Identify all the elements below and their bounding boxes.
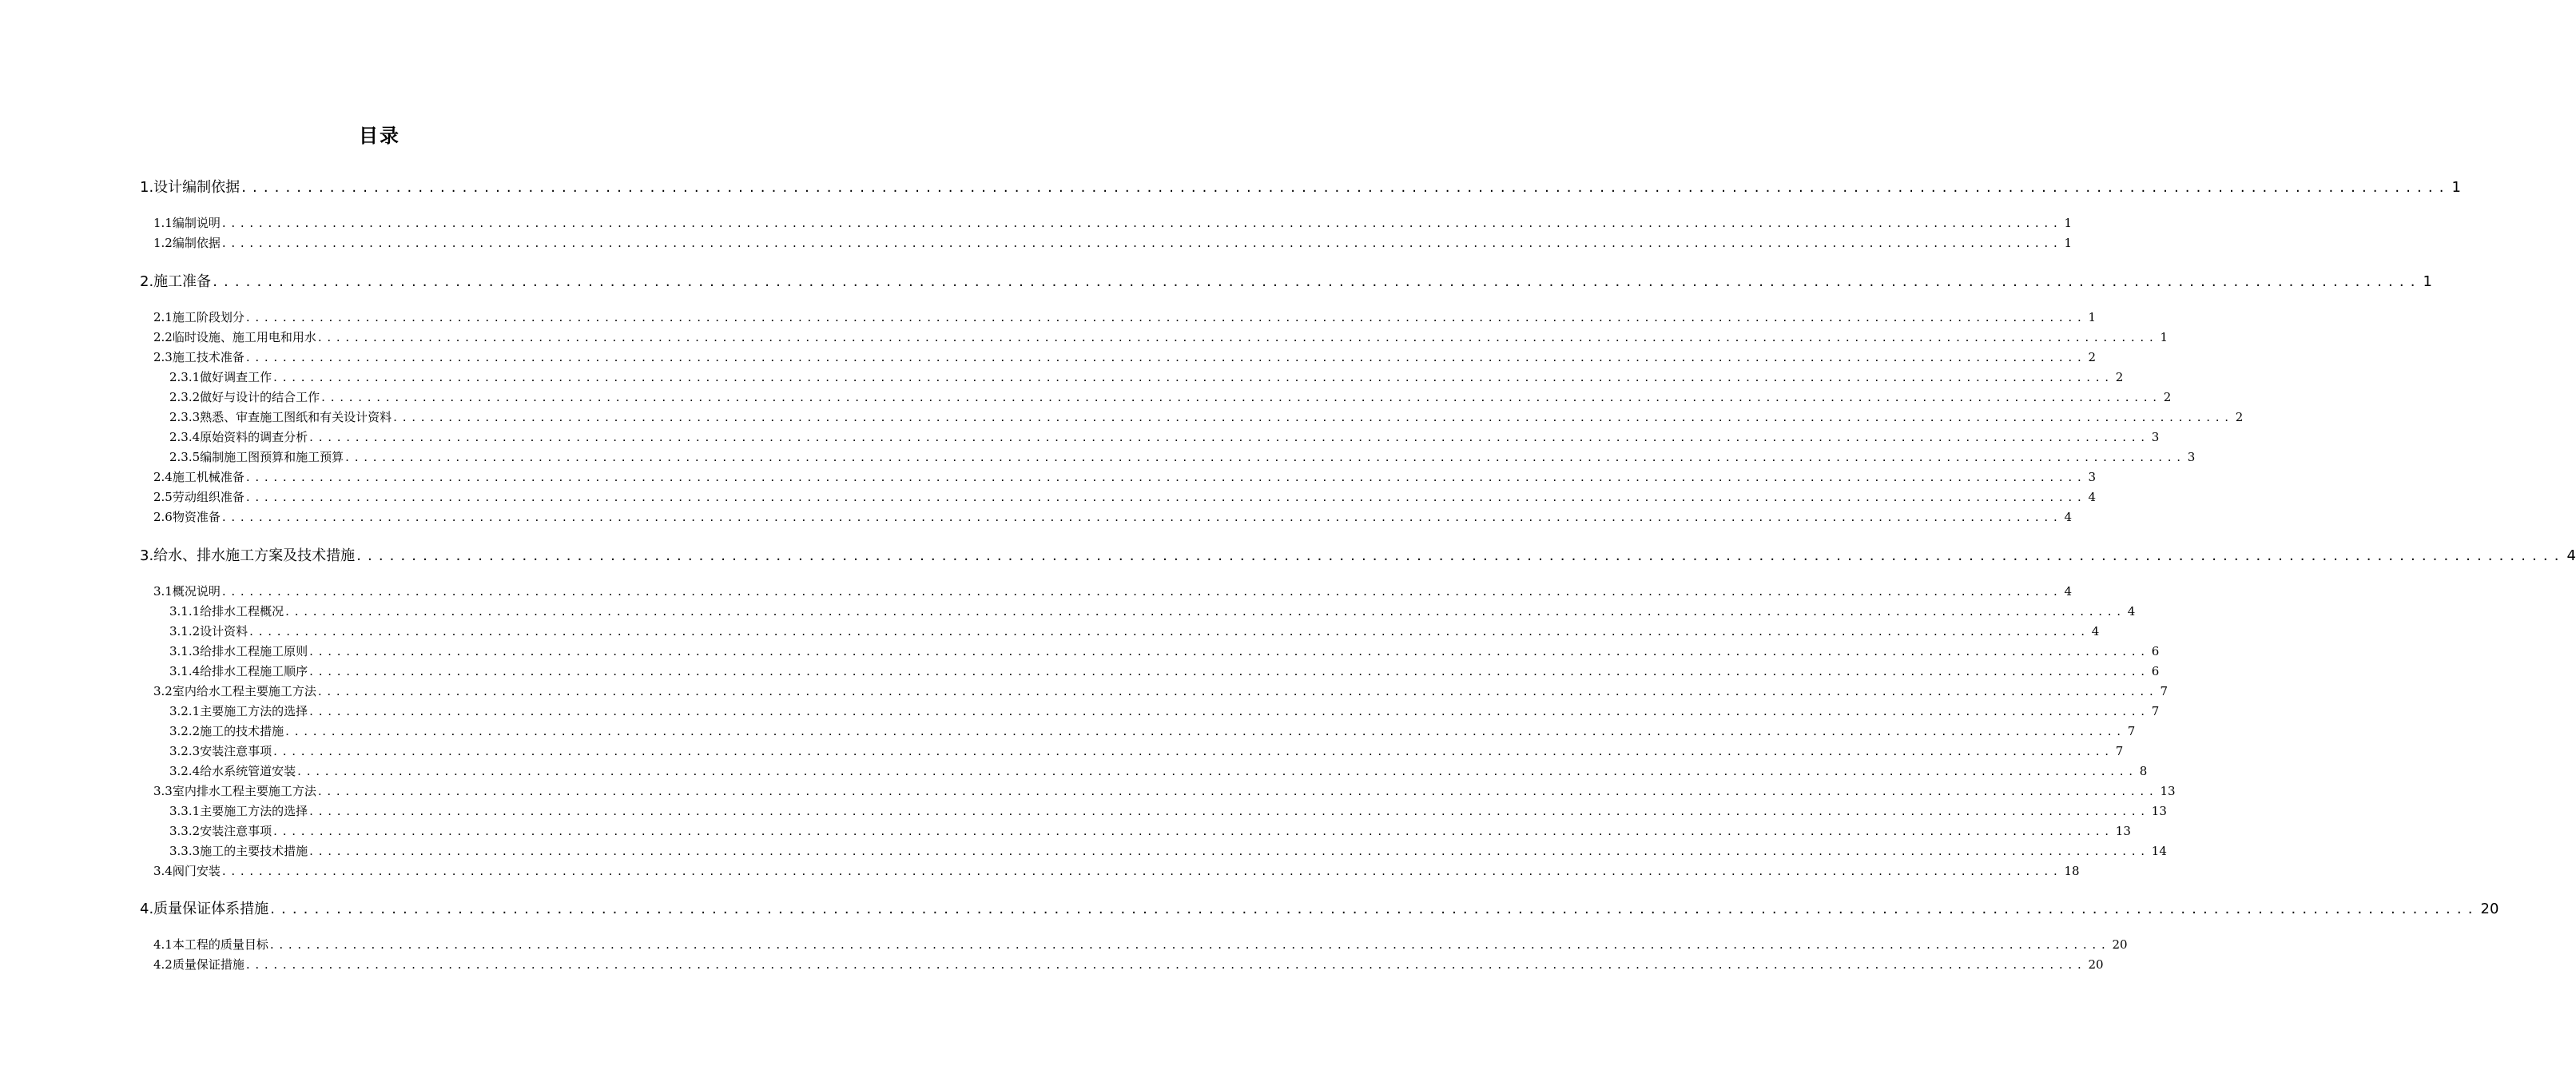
- toc-section-entry[interactable]: [153, 862, 2080, 880]
- toc-page-number: 2: [2235, 410, 2244, 424]
- toc-entry-label: 4.1本工程的质量目标: [153, 937, 268, 952]
- toc-page-number: 2: [2163, 390, 2172, 404]
- toc-section-entry[interactable]: [153, 508, 2073, 526]
- toc-title: 目录: [359, 125, 400, 147]
- toc-dot-leader: ........................................................................................................................................................................................................: [221, 510, 2063, 524]
- toc-dot-leader: ........................................................................................................................................................................................................: [245, 957, 2087, 972]
- toc-page-number: 20: [2112, 937, 2128, 952]
- toc-entry-label: 3.3.1主要施工方法的选择: [169, 804, 308, 818]
- toc-dot-leader: ........................................................................................................................................................................................................: [245, 350, 2087, 364]
- toc-page-number: 3: [2088, 470, 2097, 484]
- toc-section-entry[interactable]: [153, 348, 2097, 366]
- toc-entry-label: 3.2.1主要施工方法的选择: [169, 704, 308, 718]
- toc-dot-leader: ........................................................................................................................................................................................................: [245, 490, 2087, 504]
- toc-section-entry[interactable]: [169, 702, 2160, 720]
- toc-page-number: 7: [2127, 724, 2136, 738]
- toc-entry-label: 2.6物资准备: [153, 510, 221, 524]
- toc-section-entry[interactable]: [169, 762, 2148, 780]
- toc-dot-leader: ........................................................................................................................................................................................................: [221, 584, 2063, 599]
- toc-section-entry[interactable]: [153, 682, 2169, 700]
- toc-entry-label: 4.2质量保证措施: [153, 957, 244, 972]
- toc-entry-label: 3.2.2施工的技术措施: [169, 724, 284, 738]
- toc-page-number: 13: [2160, 784, 2176, 798]
- toc-page-number: 20: [2480, 901, 2499, 917]
- toc-section-entry[interactable]: [153, 488, 2097, 506]
- toc-dot-leader: ........................................................................................................................................................................................................: [309, 644, 2150, 658]
- toc-section-entry[interactable]: [153, 936, 2128, 953]
- toc-section-entry[interactable]: [169, 623, 2100, 640]
- toc-entry-label: 2.4施工机械准备: [153, 470, 244, 484]
- toc-dot-leader: ........................................................................................................................................................................................................: [213, 273, 2422, 290]
- toc-chapter-entry[interactable]: [140, 272, 2432, 292]
- toc-section-entry[interactable]: [169, 368, 2124, 386]
- toc-entry-label: 4.质量保证体系措施: [140, 901, 269, 917]
- toc-dot-leader: ........................................................................................................................................................................................................: [221, 216, 2063, 230]
- toc-entry-label: 2.2临时设施、施工用电和用水: [153, 330, 316, 344]
- toc-dot-leader: ........................................................................................................................................................................................................: [221, 864, 2063, 878]
- toc-dot-leader: ........................................................................................................................................................................................................: [245, 310, 2087, 324]
- toc-entry-label: 2.3.2做好与设计的结合工作: [169, 390, 320, 404]
- toc-page-number: 4: [2088, 490, 2097, 504]
- toc-entry-label: 3.2.4给水系统管道安装: [169, 764, 296, 778]
- toc-dot-leader: ........................................................................................................................................................................................................: [297, 764, 2138, 778]
- toc-page-number: 4: [2064, 510, 2073, 524]
- toc-dot-leader: ........................................................................................................................................................................................................: [273, 824, 2114, 838]
- toc-page-number: 13: [2151, 804, 2167, 818]
- toc-dot-leader: ........................................................................................................................................................................................................: [345, 450, 2186, 464]
- toc-dot-leader: ........................................................................................................................................................................................................: [309, 704, 2150, 718]
- toc-page-number: 1: [2088, 310, 2097, 324]
- toc-section-entry[interactable]: [169, 428, 2160, 446]
- toc-page-number: 7: [2115, 744, 2124, 758]
- toc-section-entry[interactable]: [153, 308, 2097, 326]
- toc-chapter-entry[interactable]: [140, 899, 2499, 920]
- toc-dot-leader: ........................................................................................................................................................................................................: [317, 330, 2159, 344]
- toc-dot-leader: ........................................................................................................................................................................................................: [269, 937, 2111, 952]
- toc-dot-leader: ........................................................................................................................................................................................................: [309, 664, 2150, 678]
- toc-dot-leader: ........................................................................................................................................................................................................: [356, 547, 2566, 564]
- toc-section-entry[interactable]: [169, 388, 2172, 406]
- toc-dot-leader: ........................................................................................................................................................................................................: [321, 390, 2162, 404]
- toc-section-entry[interactable]: [169, 642, 2160, 660]
- toc-chapter-entry[interactable]: [140, 546, 2576, 567]
- toc-dot-leader: ........................................................................................................................................................................................................: [393, 410, 2234, 424]
- toc-entry-label: 3.1.1给排水工程概况: [169, 604, 284, 619]
- toc-section-entry[interactable]: [153, 234, 2073, 252]
- toc-page-number: 1: [2064, 236, 2073, 250]
- toc-entry-label: 2.3施工技术准备: [153, 350, 244, 364]
- toc-dot-leader: ........................................................................................................................................................................................................: [273, 744, 2114, 758]
- toc-dot-leader: ........................................................................................................................................................................................................: [317, 784, 2159, 798]
- toc-entry-label: 3.4阀门安装: [153, 864, 221, 878]
- toc-section-entry[interactable]: [169, 742, 2124, 760]
- toc-entry-label: 3.1.3给排水工程施工原则: [169, 644, 308, 658]
- toc-entry-label: 3.1.2设计资料: [169, 624, 248, 638]
- toc-section-entry[interactable]: [153, 956, 2104, 973]
- toc-dot-leader: ........................................................................................................................................................................................................: [241, 179, 2451, 196]
- toc-page-number: 2: [2088, 350, 2097, 364]
- toc-entry-label: 1.2编制依据: [153, 236, 221, 250]
- toc-page-number: 3: [2187, 450, 2196, 464]
- toc-page-number: 4: [2091, 624, 2100, 638]
- toc-page-number: 1: [2160, 330, 2169, 344]
- toc-dot-leader: ........................................................................................................................................................................................................: [270, 901, 2479, 917]
- toc-entry-label: 2.3.4原始资料的调查分析: [169, 430, 308, 444]
- toc-page-number: 6: [2151, 664, 2160, 678]
- toc-dot-leader: ........................................................................................................................................................................................................: [317, 684, 2159, 698]
- toc-page-number: 4: [2566, 547, 2576, 564]
- toc-section-entry[interactable]: [169, 603, 2136, 620]
- toc-page-number: 2: [2115, 370, 2124, 384]
- toc-chapter-entry[interactable]: [140, 177, 2461, 198]
- toc-page-number: 6: [2151, 644, 2160, 658]
- toc-entry-label: 2.3.5编制施工图预算和施工预算: [169, 450, 344, 464]
- toc-entry-label: 2.3.3熟悉、审查施工图纸和有关设计资料: [169, 410, 392, 424]
- toc-section-entry[interactable]: [169, 408, 2244, 426]
- toc-page-number: 1: [2423, 273, 2432, 290]
- toc-section-entry[interactable]: [153, 328, 2169, 346]
- toc-dot-leader: ........................................................................................................................................................................................................: [249, 624, 2090, 638]
- toc-entry-label: 3.1.4给排水工程施工顺序: [169, 664, 308, 678]
- toc-page-number: 18: [2064, 864, 2080, 878]
- toc-section-entry[interactable]: [153, 214, 2073, 232]
- toc-dot-leader: ........................................................................................................................................................................................................: [309, 804, 2150, 818]
- toc-entry-label: 1.设计编制依据: [140, 179, 241, 196]
- toc-page-number: 1: [2451, 179, 2461, 196]
- toc-entry-label: 1.1编制说明: [153, 216, 221, 230]
- toc-section-entry[interactable]: [153, 583, 2073, 600]
- toc-page-number: 13: [2115, 824, 2131, 838]
- toc-section-entry[interactable]: [153, 782, 2176, 800]
- toc-dot-leader: ........................................................................................................................................................................................................: [273, 370, 2114, 384]
- toc-dot-leader: ........................................................................................................................................................................................................: [309, 430, 2150, 444]
- toc-entry-label: 3.3.2安装注意事项: [169, 824, 272, 838]
- toc-page-number: 7: [2160, 684, 2169, 698]
- toc-section-entry[interactable]: [169, 722, 2136, 740]
- toc-entry-label: 2.施工准备: [140, 273, 212, 290]
- toc-page-number: 3: [2151, 430, 2160, 444]
- toc-page-number: 14: [2151, 844, 2167, 858]
- toc-section-entry[interactable]: [169, 842, 2167, 860]
- toc-entry-label: 3.给水、排水施工方案及技术措施: [140, 547, 356, 564]
- toc-entry-label: 3.3室内排水工程主要施工方法: [153, 784, 316, 798]
- toc-section-entry[interactable]: [153, 468, 2097, 486]
- toc-dot-leader: ........................................................................................................................................................................................................: [221, 236, 2063, 250]
- toc-section-entry[interactable]: [169, 448, 2196, 466]
- toc-entry-label: 2.3.1做好调查工作: [169, 370, 272, 384]
- toc-page-number: 4: [2064, 584, 2073, 599]
- toc-dot-leader: ........................................................................................................................................................................................................: [309, 844, 2150, 858]
- toc-page-number: 7: [2151, 704, 2160, 718]
- toc-page-number: 8: [2139, 764, 2148, 778]
- toc-entry-label: 3.2室内给水工程主要施工方法: [153, 684, 316, 698]
- toc-entry-label: 2.5劳动组织准备: [153, 490, 244, 504]
- toc-dot-leader: ........................................................................................................................................................................................................: [285, 724, 2126, 738]
- toc-dot-leader: ........................................................................................................................................................................................................: [245, 470, 2087, 484]
- toc-entry-label: 2.1施工阶段划分: [153, 310, 244, 324]
- toc-dot-leader: ........................................................................................................................................................................................................: [285, 604, 2126, 619]
- toc-section-entry[interactable]: [169, 662, 2160, 680]
- toc-page-number: 4: [2127, 604, 2136, 619]
- toc-section-entry[interactable]: [169, 822, 2131, 840]
- toc-page-number: 20: [2088, 957, 2104, 972]
- toc-entry-label: 3.1概况说明: [153, 584, 221, 599]
- toc-entry-label: 3.3.3施工的主要技术措施: [169, 844, 308, 858]
- toc-page-number: 1: [2064, 216, 2073, 230]
- toc-section-entry[interactable]: [169, 802, 2167, 820]
- toc-entry-label: 3.2.3安装注意事项: [169, 744, 272, 758]
